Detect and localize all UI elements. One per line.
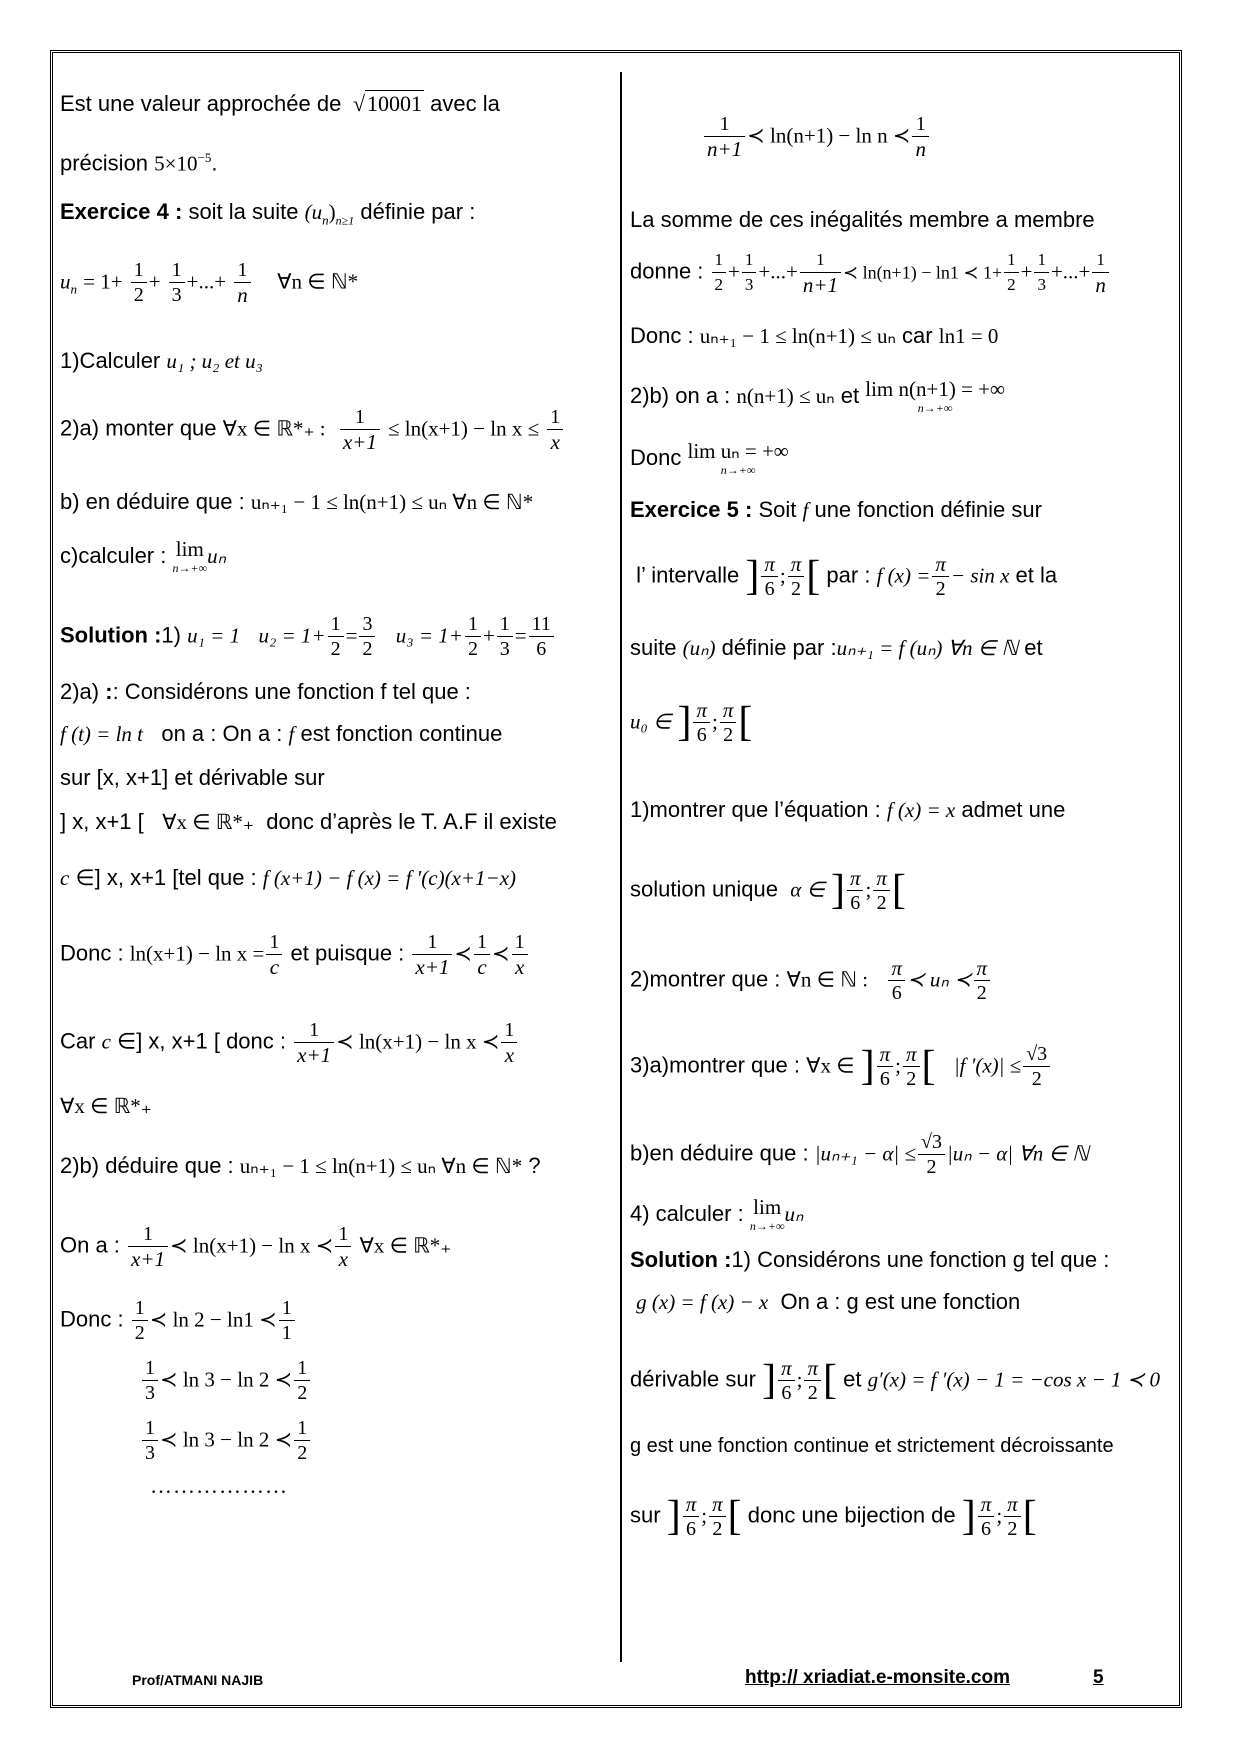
radicand: 10001 xyxy=(367,91,423,116)
part-2b: 2)b) on a : n(n+1) ≤ uₙ et lim n(n+1) = +∞ n→+∞ xyxy=(630,377,1005,415)
math: u₁ ; u₂ et u₃ xyxy=(166,349,263,373)
math: 5×10 xyxy=(154,151,198,176)
solution-1: Solution :1) u₁ = 1 u₂ = 1+ $\frac{1}{2}$ = $\frac{3}{2}$ u₃ = 1+ $\frac{1}{2}$ + $\frac{1}{3}$ = $\frac{11}{6}$ xyxy=(60,612,556,661)
question-2b xyxy=(60,488,533,516)
exercise-5-heading: Exercice 5 : Soit f une fonction définie sur xyxy=(630,497,1042,522)
solution-unique: solution unique α ∈ ] $\frac{\pi}{6}$ ; $\frac{\pi}{2}$ [ xyxy=(630,866,906,914)
donne-line: donne : $\frac{1}{2}$ + $\frac{1}{3}$ +...+ $\frac{1}{n+1}$ ≺ ln(n+1) − ln1 ≺ 1+ $\frac{1}{2}$ + $\frac{1}{3}$ +...+ $\frac{1}{n}$ xyxy=(630,248,1111,297)
website-link[interactable]: http:// xriadiat.e-monsite.com xyxy=(745,1667,1010,1688)
sur-line-2: ] x, x+1 [ ∀x ∈ ℝ*₊ donc d’après le T. A.F il existe xyxy=(60,809,557,834)
line-precision: précision $5\times 10^{-5}$. xyxy=(60,150,218,176)
math: f (x+1) − f (x) = f ′(c)(x+1−x) xyxy=(262,866,517,890)
bijection-line: sur ] $\frac{\pi}{6}$ ; $\frac{\pi}{2}$ [ donc une bijection de ] $\frac{\pi}{6}$ ; $\frac{\pi}{2}$ [ xyxy=(630,1492,1037,1540)
line-approx xyxy=(60,90,500,118)
text: définie par : xyxy=(360,199,476,224)
text: : Considérons une fonction f tel que : xyxy=(112,679,471,704)
math: ∀x ∈ ℝ*₊ : xyxy=(222,416,326,441)
page-number: 5 xyxy=(1093,1667,1104,1688)
intervalle-line: l’ intervalle ] $\frac{\pi}{6}$ ; $\frac{\pi}{2}$ [ par : f (x) = $\frac{\pi}{2}$ − sin x et la xyxy=(636,552,1058,600)
sqrt-expr: √10001 xyxy=(347,91,423,116)
exercise-title: Exercice 5 : xyxy=(630,497,753,522)
question-1 xyxy=(60,347,263,375)
g-def: g (x) = f (x) − x On a : g est une fonction xyxy=(636,1289,1021,1314)
ona-line: On a : $\frac{1}{x+1}$ ≺ ln(x+1) − ln x ≺ $\frac{1}{x}$ ∀x ∈ ℝ*₊ xyxy=(60,1223,452,1271)
somme-line: La somme de ces inégalités membre a membre xyxy=(630,207,1095,232)
derivable-line: dérivable sur ] $\frac{\pi}{6}$ ; $\frac{\pi}{2}$ [ et g′(x) = f ′(x) − 1 = −cos x − 1 ≺ 0 xyxy=(630,1356,1160,1404)
text: précision xyxy=(60,150,149,176)
donc-result: Donc : uₙ₊₁ − 1 ≤ ln(n+1) ≤ uₙ car ln1 = 0 xyxy=(630,323,999,348)
u0-line: u₀ ∈ ] $\frac{\pi}{6}$ ; $\frac{\pi}{2}$ [ xyxy=(630,698,753,746)
text: avec la xyxy=(430,91,500,116)
text: c)calculer : xyxy=(60,542,167,568)
donc-ineq-2: $\frac{1}{3}$ ≺ ln 3 − ln 2 ≺ $\frac{1}{2}$ xyxy=(140,1356,312,1405)
sur-line-1 xyxy=(60,764,325,792)
math: f (t) = ln t xyxy=(60,722,143,746)
math: = 1+ xyxy=(83,269,123,294)
exercise-title: Exercice 4 : xyxy=(60,199,183,224)
math: u xyxy=(60,269,71,294)
taf-line: c ∈] x, x+1 [tel que : f (x+1) − f (x) = f ′(c)(x+1−x) xyxy=(60,865,517,890)
text: sur [x, x+1] et dérivable sur xyxy=(60,765,325,790)
suite-line: suite (uₙ) définie par :uₙ₊₁ = f (uₙ) ∀n ∈ ℕ et xyxy=(630,635,1043,660)
ex5-question-3b: b)en déduire que : |uₙ₊₁ − α| ≤ $\frac{√3}{2}$ |uₙ − α| ∀n ∈ ℕ xyxy=(630,1131,1089,1178)
top-inequality: $\frac{1}{n+1}$ ≺ ln(n+1) − ln n ≺ $\frac{1}{n}$ xyxy=(702,112,931,161)
ex5-question-2: 2)montrer que : ∀n ∈ ℕ : $\frac{\pi}{6}$ ≺ uₙ ≺ $\frac{\pi}{2}$ xyxy=(630,956,992,1005)
column-divider xyxy=(620,72,622,1662)
text: 2)a) monter que xyxy=(60,415,217,441)
solution-title: Solution : xyxy=(60,622,162,648)
donc-line-1: Donc : ln(x+1) − ln x = $\frac{1}{c}$ et puisque : $\frac{1}{x+1}$ ≺ $\frac{1}{c}$ ≺ $\frac{1}{x}$ xyxy=(60,930,530,979)
forall-line: ∀x ∈ ℝ*₊ xyxy=(60,1094,152,1118)
math: ∀n ∈ ℕ* xyxy=(277,269,359,294)
donc-ineq-3: $\frac{1}{3}$ ≺ ln 3 − ln 2 ≺ $\frac{1}{2}$ xyxy=(140,1416,312,1465)
donc-limit: Donc lim uₙ = +∞ n→+∞ xyxy=(630,439,789,477)
question-2c: c)calculer : lim n→+∞ uₙ xyxy=(60,537,227,575)
text: b) en déduire que : xyxy=(60,489,245,514)
solution-2a: 2)a) :: Considérons une fonction f tel que : xyxy=(60,679,471,704)
solution-2b: 2)b) déduire que : uₙ₊₁ − 1 ≤ ln(n+1) ≤ uₙ ∀n ∈ ℕ* ? xyxy=(60,1153,541,1178)
g-continue: g est une fonction continue et strictement décroissante xyxy=(630,1435,1114,1457)
math: ≤ ln(x+1) − ln x ≤ xyxy=(387,416,540,441)
math: uₙ₊₁ − 1 ≤ ln(n+1) ≤ uₙ ∀n ∈ ℕ* xyxy=(250,490,534,514)
math: u₁ = 1 xyxy=(187,623,241,648)
ex5-question-3a: 3)a)montrer que : ∀x ∈ ] $\frac{\pi}{6}$ ; $\frac{\pi}{2}$ [ |f ′(x)| ≤ $\frac{√3}{2}$ xyxy=(630,1042,1052,1091)
donc-ineq-1: Donc : $\frac{1}{2}$ ≺ ln 2 − ln1 ≺ $\frac{1}{1}$ xyxy=(60,1296,297,1345)
author: Prof/ATMANI NAJIB xyxy=(132,1672,264,1688)
un-definition: $u_n = 1+$ $\frac{1}{2}$ + $\frac{1}{3}$ +...+ $\frac{1}{n}$ ∀n ∈ ℕ* xyxy=(60,259,359,307)
dots: ……………… xyxy=(150,1473,288,1498)
math-exp: −5 xyxy=(197,150,212,165)
ex5-question-1: 1)montrer que l’équation : f (x) = x admet une xyxy=(630,797,1066,822)
ex5-question-4: 4) calculer : lim n→+∞ uₙ xyxy=(630,1195,804,1233)
limit: lim n→+∞ xyxy=(172,537,208,575)
math: (u xyxy=(304,200,323,224)
exercise-4-heading: Exercice 4 : soit la suite $(u_n)_{n\ge 1}$ définie par : xyxy=(60,199,476,228)
text: soit la suite xyxy=(188,199,299,224)
text: 1)Calculer xyxy=(60,348,161,373)
text: Est une valeur approchée de xyxy=(60,91,342,116)
question-2a: 2)a) monter que ∀x ∈ ℝ*₊ : $\frac{1}{x+1}$ ≤ ln(x+1) − ln x ≤ $\frac{1}{x}$ xyxy=(60,405,565,454)
ex5-solution: Solution :1) Considérons une fonction g tel que : xyxy=(630,1247,1110,1272)
ft-line: f (t) = ln t on a : On a : f est fonction continue xyxy=(60,721,503,746)
math-sub: n≥1 xyxy=(335,213,355,228)
car-line: Car c ∈] x, x+1 [ donc : $\frac{1}{x+1}$ ≺ ln(x+1) − ln x ≺ $\frac{1}{x}$ xyxy=(60,1018,519,1067)
